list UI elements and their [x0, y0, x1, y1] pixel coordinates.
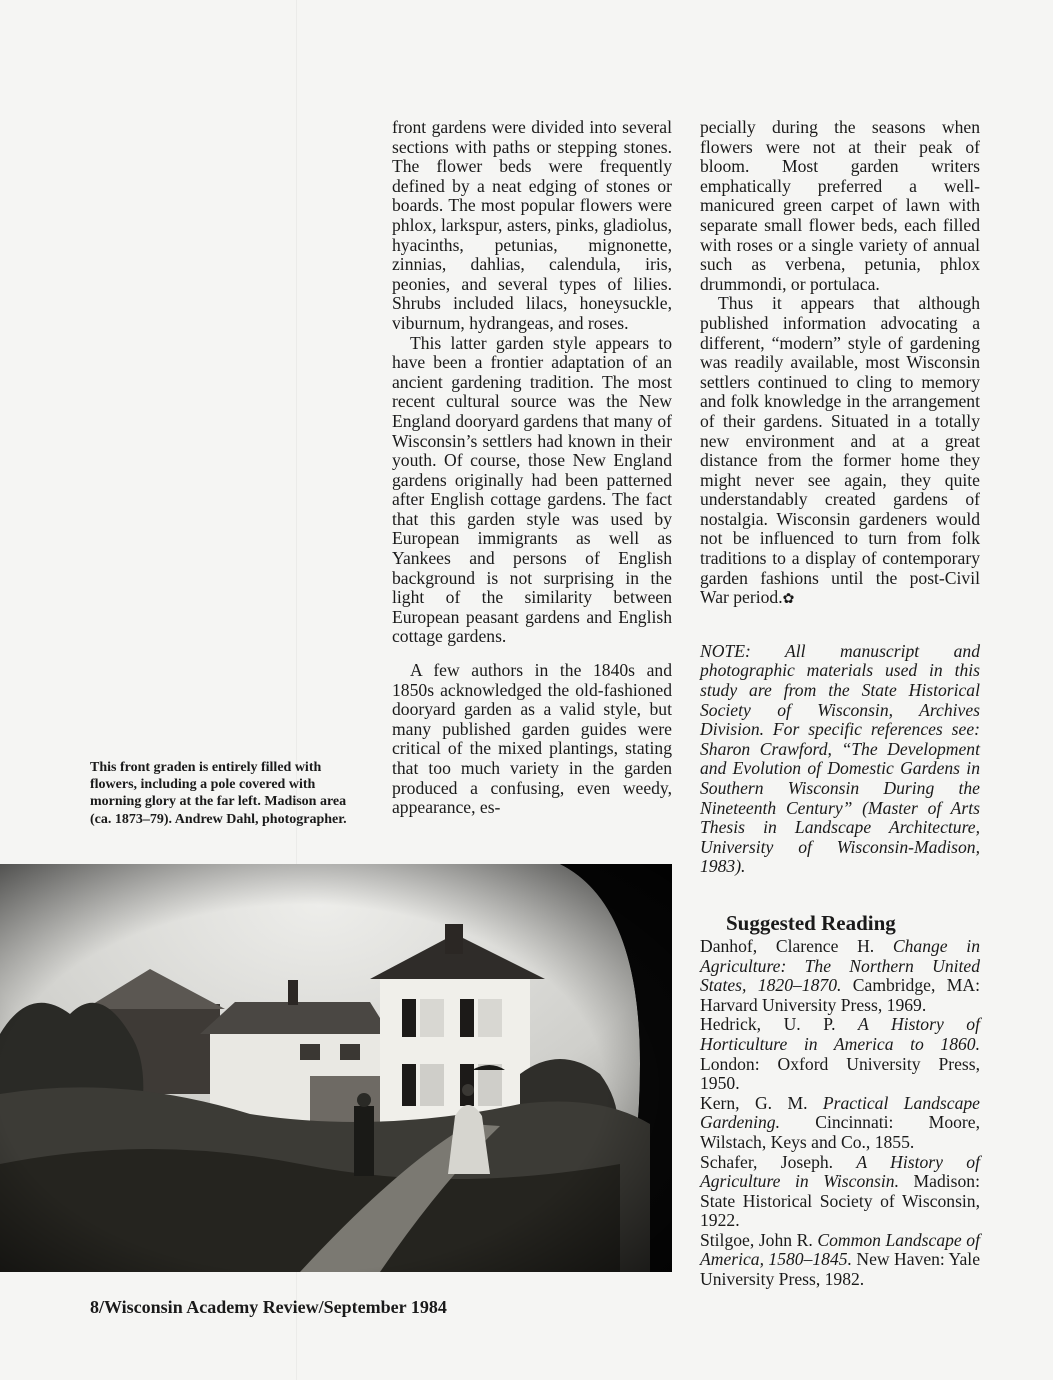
article-column-right — [700, 118, 980, 1290]
reading-title: Common Landscape of America, 1580–1845. — [700, 1229, 980, 1270]
reading-publisher: London: Oxford University Press, 1950. — [700, 1053, 980, 1094]
reading-title: A History of Agriculture in Wisconsin. — [700, 1151, 980, 1192]
historical-photograph — [0, 864, 672, 1272]
paragraph: pecially during the seasons when flowers were not at their peak of bloom. Most garden writers emphatically preferred a well-manicured green carpet of lawn with separate small flower beds, each filled with roses or a single variety of annual such as verbena, petunia, phlox drummondi, or portulaca. — [700, 117, 980, 294]
reading-title: Practical Landscape Gardening. — [700, 1092, 980, 1133]
paragraph-text: Thus it appears that although published information advocating a different, “modern” style of gardening was readily available, most Wisconsin settlers continued to cling to memory and folk knowledge in the arrangement of their gardens. Situated in a totally new environment and at a great distance from the former home they might never see again, they quite understandably created gardens of nostalgia. Wisconsin gardeners would not be influenced to turn from folk traditions to a display of contemporary garden fashions until the post-Civil War period. — [700, 293, 980, 608]
reading-author: Danhof, Clarence H. — [700, 935, 893, 956]
photo-caption: This front graden is entirely filled with flowers, including a pole covered with morning glory at the far left. Madison area (ca. 1873–79). Andrew Dahl, photographer. — [90, 760, 347, 827]
garden-house-photo — [0, 864, 672, 1272]
suggested-reading-heading: Suggested Reading — [726, 910, 896, 935]
reading-author: Hedrick, U. P. — [700, 1014, 859, 1035]
note-paragraph: NOTE: All manuscript and photographic materials used in this study are from the State Historical Society of Wisconsin, Archives Division. For specific references see: Sharon Crawford, “The Development and Evolution of Domestic Gardens in Southern Wisconsin During the Nineteenth Century” (Master of Arts Thesis in Landscape Architecture, University of Wisconsin-Madison, 1983). — [700, 640, 980, 877]
reading-list — [700, 937, 980, 1290]
reading-publisher: Cincinnati: Moore, Wilstach, Keys and Co., 1855. — [700, 1112, 980, 1152]
reading-item — [700, 1015, 980, 1093]
reading-item — [700, 1231, 980, 1290]
paragraph: This latter garden style appears to have been a frontier adaptation of an ancient gardening tradition. The most recent cultural source was the New England dooryard gardens that many of Wisconsin’s settlers had known in their youth. Of course, those New England gardens originally had been patterned after English cottage gardens. The fact that this garden style was used by European immigrants as well as Yankees and persons of English background is not surprising in the light of the similarity between European peasant gardens and English cottage gardens. — [392, 332, 672, 647]
page-footer: 8/Wisconsin Academy Review/September 1984 — [90, 1297, 447, 1317]
paragraph — [700, 294, 980, 610]
reading-title: A History of Horticulture in America to 1860. — [700, 1014, 980, 1054]
end-mark: ✿ — [782, 592, 795, 608]
reading-author: Schafer, Joseph. — [700, 1151, 857, 1172]
reading-publisher: Madison: State Historical Society of Wisconsin, 1922. — [700, 1171, 980, 1231]
reading-publisher: Cambridge, MA: Harvard University Press, 1969. — [700, 975, 980, 1015]
reading-item — [700, 1153, 980, 1231]
paragraph: A few authors in the 1840s and 1850s acknowledged the old-fashioned dooryard garden as a valid style, but many published garden guides were critical of the mixed plantings, stating that too much variety in the garden produced a confusing, even weedy, appearance, es- — [392, 660, 672, 818]
reading-item — [700, 1094, 980, 1153]
reading-publisher: New Haven: Yale University Press, 1982. — [700, 1249, 981, 1290]
reading-title: Change in Agriculture: The Northern United States, 1820–1870. — [700, 935, 980, 996]
paragraph: front gardens were divided into several sections with paths or stepping stones. The flower beds were frequently defined by a neat edging of stones or boards. The most popular flowers were phlox, larkspur, asters, pinks, gladiolus, hyacinths, petunias, mignonette, zinnias, dahlias, calendula, iris, peonies, and several types of lilies. Shrubs included lilacs, honeysuckle, viburnum, hydrangeas, and roses. — [392, 117, 672, 333]
reading-item — [700, 937, 980, 1015]
reading-author: Stilgoe, John R. — [700, 1229, 818, 1250]
reading-author: Kern, G. M. — [700, 1092, 823, 1113]
article-column-middle — [392, 118, 672, 818]
